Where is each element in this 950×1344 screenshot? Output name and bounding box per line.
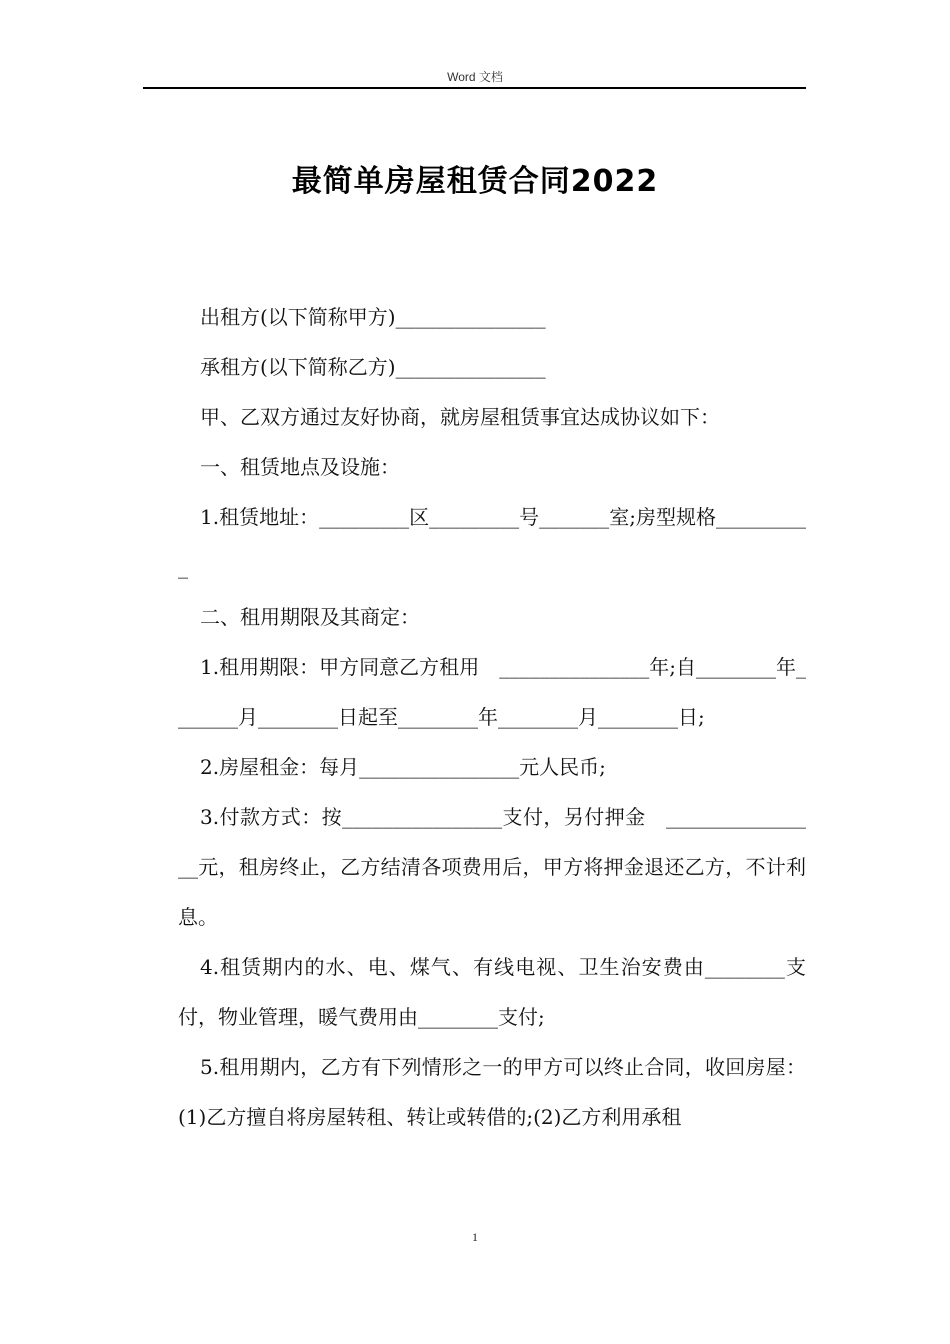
clause-termination: 5.租用期内，乙方有下列情形之一的甲方可以终止合同，收回房屋：(1)乙方擅自将房屋转租、转让或转借的;(2)乙方利用承租 (178, 1055, 806, 1129)
page-header: Word 文档 (447, 70, 503, 84)
clause-rent: 2.房屋租金：每月________________元人民币; (200, 755, 606, 779)
clause-utilities: 4.租赁期内的水、电、煤气、有线电视、卫生治安费由________支付，物业管理，暖气费用由________支付; (178, 955, 806, 1029)
clause-address: 1.租赁地址：_________区_________号_______室;房型规格__________ (178, 505, 806, 579)
document-title: 最简单房屋租赁合同2022 (291, 164, 659, 199)
page-number: 1 (472, 1230, 478, 1244)
section-heading-term: 二、租用期限及其商定： (200, 605, 420, 629)
header-rule (143, 87, 806, 89)
paragraph-lessee: 承租方(以下简称乙方)_______________ (200, 355, 546, 379)
document-body (178, 292, 806, 1142)
paragraph-lessor: 出租方(以下简称甲方)_______________ (200, 305, 546, 329)
paragraph-agreement: 甲、乙双方通过友好协商，就房屋租赁事宜达成协议如下： (200, 405, 720, 429)
section-heading-location: 一、租赁地点及设施： (200, 455, 400, 479)
clause-payment: 3.付款方式：按________________支付，另付押金 ________________元，租房终止，乙方结清各项费用后，甲方将押金退还乙方，不计利息。 (178, 805, 806, 929)
clause-lease-term: 1.租用期限：甲方同意乙方租用 _______________年;自________年_______月________日起至________年________月________日; (178, 655, 806, 729)
